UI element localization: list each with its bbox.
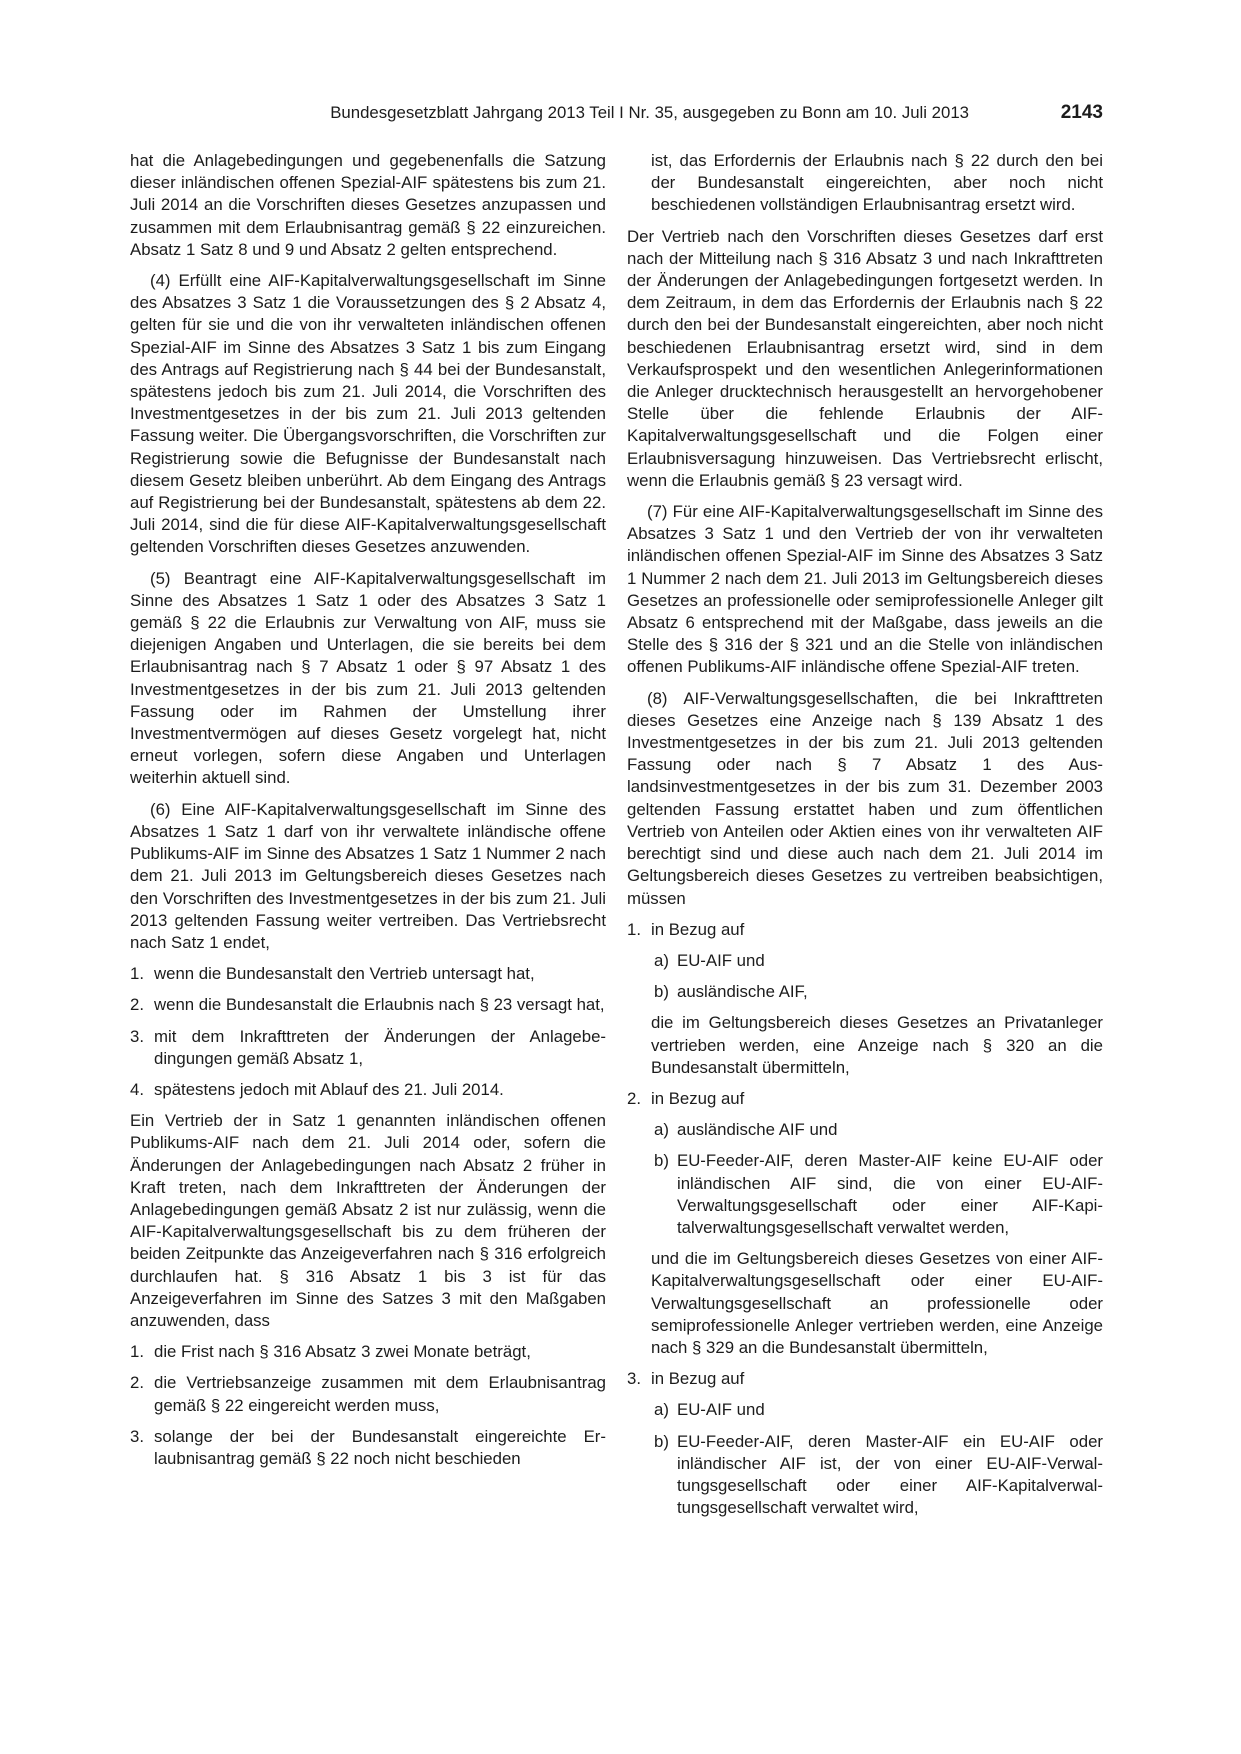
list-item <box>130 994 606 1016</box>
list-item <box>627 1368 1103 1390</box>
sub-list-letter: a) <box>654 950 669 970</box>
list-text: spätestens jedoch mit Ablauf des 21. Juli 2014. <box>154 1079 504 1099</box>
paragraph: Der Vertrieb nach den Vorschriften dieses Gesetzes darf erst nach der Mitteilung nach § 316 Absatz 3 und nach Inkrafttreten der Änderungen der Anlagebedingungen fortgesetzt werden. In dem Zeitraum, in dem das Erfordernis der Erlaubnis nach § 22 durch den bei der Bundesanstalt eingereichten, aber noch nicht beschiedenen Erlaubnisantrag ersetzt wird, sind in dem Verkaufsprospekt und den wesentlichen Anlegerinformationen die Anleger drucktechnisch herausgestellt an hervorgehobener Stelle über die fehlende Erlaubnis der AIF-Kapitalverwaltungsgesellschaft und die Folgen einer Erlaubnisversagung hinzuweisen. Das Vertriebsrecht erlischt, wenn die Erlaubnis gemäß § 23 versagt wird. <box>627 226 1103 490</box>
list-item <box>130 1426 606 1470</box>
sub-list-text: EU-Feeder-AIF, deren Master-AIF ein EU-AIF oder inländischer AIF ist, der von einer EU-AIF-Verwaltungsgesellschaft oder einer AIF-Kapitalverwaltungsgesellschaft verwaltet wird, <box>677 1431 1103 1518</box>
list-item <box>130 963 606 985</box>
sub-list-text: ausländische AIF und <box>677 1120 838 1140</box>
sub-list-item <box>627 981 1103 1003</box>
sub-list-item <box>627 950 1103 972</box>
sub-list-text: EU-AIF und <box>677 1400 765 1420</box>
right-column <box>627 150 1103 1528</box>
list-text: mit dem Inkrafttreten der Änderungen der Anlagebedingungen gemäß Absatz 1, <box>154 1026 606 1068</box>
list-number: 1. <box>130 964 144 984</box>
paragraph: Ein Vertrieb der in Satz 1 genannten inländischen offenen Publikums-AIF nach dem 21. Juli 2014 oder, sofern die Änderungen der Anlagebedingungen nach Absatz 2 früher in Kraft treten, nach dem Inkrafttreten der Änderungen der Anlagebedingungen gemäß Absatz 2 ist nur zulässig, wenn die AIF-Kapitalverwaltungsgesellschaft bis zu dem früheren der beiden Zeitpunkte das Anzeigeverfahren nach § 316 erfolgreich durchlaufen hat. § 316 Absatz 1 bis 3 ist für das Anzeigeverfahren im Sinne des Satzes 3 mit den Maßgaben anzuwenden, dass <box>130 1111 606 1330</box>
sub-list-item <box>627 1119 1103 1141</box>
list-tail: und die im Geltungsbereich dieses Gesetzes von einer AIF-Kapitalverwaltungsgesellschaft oder einer EU-AIF-Verwaltungsgesellschaft an professionelle oder semiprofessionelle Anleger vertrieben werden, eine Anzeige nach § 329 an die Bundesanstalt übermitteln, <box>651 1249 1103 1357</box>
list-text: die Frist nach § 316 Absatz 3 zwei Monate beträgt, <box>154 1342 531 1362</box>
list-continuation: ist, das Erfordernis der Erlaubnis nach § 22 durch den bei der Bundesanstalt eingereichten, aber noch nicht beschiedenen vollständigen Erlaubnisantrag ersetzt wird. <box>651 151 1103 215</box>
page-header <box>130 98 1103 128</box>
paragraph-6: (6) Eine AIF-Kapitalverwaltungsgesellschaft im Sinne des Absatzes 1 Satz 1 darf von ihr verwaltete inländische offene Publikums-AIF im Sinne des Absatzes 1 Satz 1 Nummer 2 nach dem 21. Juli 2013 im Geltungsbereich dieses Gesetzes nach den Vorschriften des Investmentgesetzes in der bis zum 21. Juli 2013 geltenden Fassung weiter vertreiben. Das Vertriebsrecht nach Satz 1 endet, <box>130 799 606 952</box>
list-number: 2. <box>130 1373 144 1393</box>
sub-list-letter: b) <box>654 982 669 1002</box>
sub-list-item <box>627 1399 1103 1421</box>
list-text: solange der bei der Bundesanstalt eingereichte Erlaubnisantrag gemäß § 22 noch nicht beschieden <box>154 1426 606 1468</box>
sub-list-letter: a) <box>654 1400 669 1420</box>
sub-list-item <box>627 1431 1103 1520</box>
list-item <box>130 1026 606 1070</box>
sub-list-letter: b) <box>654 1431 669 1451</box>
sub-list-item <box>627 1150 1103 1239</box>
list-text: die Vertriebsanzeige zusammen mit dem Erlaubnisantrag gemäß § 22 eingereicht werden muss, <box>154 1373 606 1415</box>
list-number: 4. <box>130 1079 144 1099</box>
list-item <box>627 919 1103 941</box>
list-item <box>130 1079 606 1101</box>
list-number: 1. <box>627 919 641 939</box>
running-head: Bundesgesetzblatt Jahrgang 2013 Teil I Nr. 35, ausgegeben zu Bonn am 10. Juli 2013 <box>330 103 969 122</box>
list-text: in Bezug auf <box>651 919 745 939</box>
list-text: in Bezug auf <box>651 1369 745 1389</box>
list-number: 2. <box>627 1088 641 1108</box>
list-item <box>627 1088 1103 1110</box>
list-text: in Bezug auf <box>651 1088 745 1108</box>
list-number: 3. <box>130 1426 144 1446</box>
list-number: 3. <box>130 1026 144 1046</box>
sub-list-text: EU-Feeder-AIF, deren Master-AIF keine EU-AIF oder inländischen AIF sind, die von einer EU-AIF-Verwaltungsgesellschaft oder einer AIF-Kapitalverwaltungsgesellschaft verwaltet werden, <box>677 1151 1103 1237</box>
list-number: 2. <box>130 995 144 1015</box>
list-number: 1. <box>130 1342 144 1362</box>
list-text: wenn die Bundesanstalt die Erlaubnis nach § 23 versagt hat, <box>154 995 605 1015</box>
sub-list-letter: b) <box>654 1151 669 1171</box>
sub-list-text: EU-AIF und <box>677 950 765 970</box>
paragraph-8: (8) AIF-Verwaltungsgesellschaften, die bei Inkrafttreten dieses Gesetzes eine Anzeige nach § 139 Absatz 1 des Investmentgesetzes in der bis zum 21. Juli 2013 geltenden Fassung oder nach § 7 Absatz 1 des Auslandsinvestmentgesetzes in der bis zum 31. Dezember 2003 geltenden Fassung erstattet haben und zum öffentlichen Vertrieb von Anteilen oder Aktien eines von ihr verwalteten AIF berechtigt sind und diese auch nach dem 21. Juli 2014 im Geltungsbereich dieses Gesetzes zu vertreiben beabsichtigen, müssen <box>627 688 1103 908</box>
sub-list-text: ausländische AIF, <box>677 982 808 1002</box>
left-column <box>130 150 606 1479</box>
paragraph-5: (5) Beantragt eine AIF-Kapitalverwaltungsgesellschaft im Sinne des Absatzes 1 Satz 1 oder des Absatzes 3 Satz 1 gemäß § 22 die Erlaubnis zur Verwaltung von AIF, muss sie diejenigen Angaben und Unterlagen, die sie bereits bei dem Erlaubnisantrag nach § 7 Absatz 1 oder § 97 Absatz 1 des Investmentgesetzes in der bis zum 21. Juli 2013 geltenden Fassung oder im Rahmen der Umstellung ihrer Investmentvermögen auf dieses Gesetz vorgelegt hat, nicht erneut vorlegen, sofern diese Angaben und Unterlagen weiterhin aktuell sind. <box>130 568 606 788</box>
list-number: 3. <box>627 1369 641 1389</box>
list-item <box>130 1372 606 1416</box>
page-number: 2143 <box>1060 102 1103 123</box>
list-text: wenn die Bundesanstalt den Vertrieb untersagt hat, <box>154 964 535 984</box>
list-item <box>130 1341 606 1363</box>
list-tail: die im Geltungsbereich dieses Gesetzes an Privatanleger vertrieben werden, eine Anzeige nach § 320 an die Bundesanstalt übermitteln, <box>651 1013 1103 1077</box>
sub-list-letter: a) <box>654 1120 669 1140</box>
paragraph-4: (4) Erfüllt eine AIF-Kapitalverwaltungsgesellschaft im Sinne des Absatzes 3 Satz 1 die Voraussetzungen des § 2 Absatz 4, gelten für sie und die von ihr verwalteten inländischen offenen Spezial-AIF im Sinne des Absatzes 3 Satz 1 bis zum Eingang des Antrags auf Registrierung nach § 44 bei der Bundesanstalt, spätestens jedoch bis zum 21. Juli 2014, die Vorschriften des Investmentgesetzes in der bis zum 21. Juli 2013 geltenden Fassung weiter. Die Übergangsvorschriften, die Vorschriften zur Registrierung sowie die Befugnisse der Bundesanstalt nach diesem Gesetz bleiben unberührt. Ab dem Eingang des Antrags auf Registrierung bei der Bundesanstalt, spätestens ab dem 22. Juli 2014, sind die für diese AIF-Kapitalverwaltungsgesellschaft geltenden Vorschriften dieses Gesetzes anzuwenden. <box>130 271 606 557</box>
paragraph-7: (7) Für eine AIF-Kapitalverwaltungsgesellschaft im Sinne des Absatzes 3 Satz 1 und den Vertrieb der von ihr verwalteten inländischen offenen Spezial-AIF im Sinne des Absatzes 3 Satz 1 Nummer 2 nach dem 21. Juli 2013 im Geltungsbereich dieses Gesetzes an professionelle oder semiprofessionelle Anleger gilt Absatz 6 entsprechend mit der Maßgabe, dass jeweils an die Stelle des § 316 der § 321 und an die Stelle von inländischen offenen Publikums-AIF inländische offene Spezial-AIF treten. <box>627 502 1103 677</box>
paragraph: hat die Anlagebedingungen und gegebenenfalls die Satzung dieser inländischen offenen Spezial-AIF spätestens bis zum 21. Juli 2014 an die Vorschriften dieses Gesetzes anzupassen und zusammen mit dem Erlaubnisantrag gemäß § 22 einzureichen. Absatz 1 Satz 8 und 9 und Absatz 2 gelten entsprechend. <box>130 151 606 259</box>
